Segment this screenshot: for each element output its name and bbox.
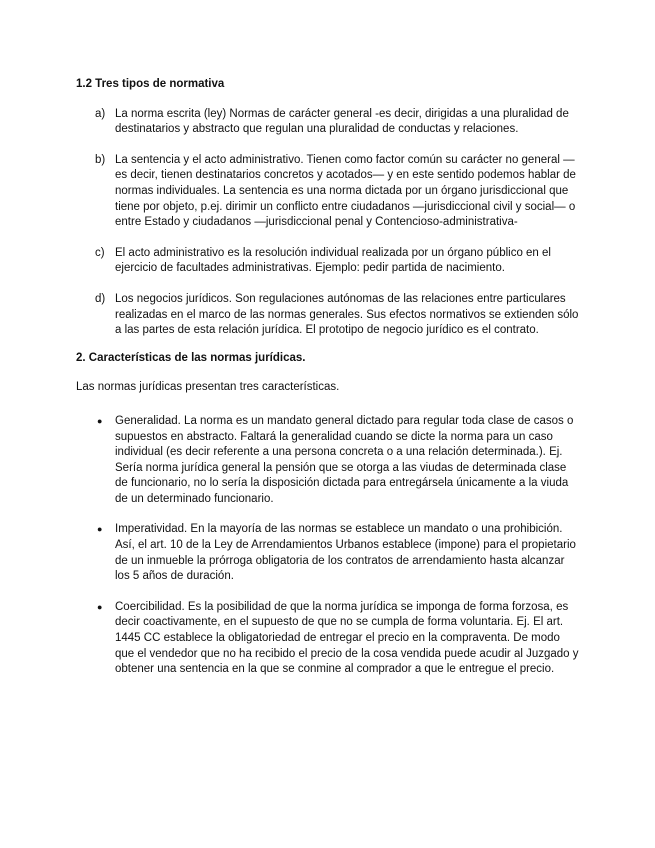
- list-marker: c): [95, 246, 105, 259]
- bullet-icon: ●: [97, 601, 103, 612]
- list-item: [76, 107, 581, 138]
- list-item: [76, 292, 581, 339]
- list-item-text: El acto administrativo es la resolución individual realizada por un órgano público en el ejercicio de facultades administrativas. Ejemplo: pedir partida de nacimiento.: [115, 246, 551, 275]
- list-item-text: Generalidad. La norma es un mandato general dictado para regular toda clase de casos o supuestos en abstracto. Faltará la generalidad cuando se dicte la norma para un caso individual (es decir referente a una persona concreta o a una relación determinada.). Ej. Sería norma jurídica general la pensión que se otorga a las viudas de determinada clase de funcionario, no lo sería la disposición dictada para entregársela únicamente a la viuda de un determinado funcionario.: [115, 414, 574, 505]
- normativa-list: [76, 107, 581, 339]
- list-item: [76, 153, 581, 231]
- list-item: [76, 246, 581, 277]
- bullet-icon: ●: [97, 524, 103, 535]
- section-2-intro: Las normas jurídicas presentan tres características.: [76, 381, 340, 394]
- list-item: [76, 414, 581, 508]
- caracteristicas-list: [76, 414, 581, 678]
- bullet-icon: ●: [97, 415, 103, 426]
- list-item-text: Coercibilidad. Es la posibilidad de que la norma jurídica se imponga de forma forzosa, es decir coactivamente, en el supuesto de que no se cumpla de forma voluntaria. Ej. El art. 1445 CC establece la obligatoriedad de entregar el precio en la compraventa. De modo que el vendedor que no ha recibido el precio de la cosa vendida puede acudir al Juzgado y obtener una sentencia en la que se conmine al comprador a que le entregue el precio.: [115, 600, 579, 676]
- section-2-title: 2. Características de las normas jurídicas.: [76, 351, 306, 364]
- list-marker: a): [95, 107, 106, 120]
- list-item-text: La sentencia y el acto administrativo. Tienen como factor común su carácter no general —es decir, tienen destinatarios concretos y acotados— y en este sentido podemos hablar de normas individuales. La sentencia es una norma dictada por un órgano jurisdiccional que tiene por objeto, p.ej. dirimir un conflicto entre ciudadanos —jurisdiccional civil y social— o entre Estado y ciudadanos —jurisdiccional penal y Contencioso-administrativa-: [115, 153, 576, 229]
- list-item-text: Imperatividad. En la mayoría de las normas se establece un mandato o una prohibición. Así, el art. 10 de la Ley de Arrendamientos Urbanos establece (impone) para el propietario de un inmueble la prórroga obligatoria de los contratos de arrendamiento hasta alcanzar los 5 años de duración.: [115, 523, 576, 583]
- section-1-title: 1.2 Tres tipos de normativa: [76, 78, 225, 90]
- list-marker: d): [95, 292, 106, 305]
- list-item-text: Los negocios jurídicos. Son regulaciones autónomas de las relaciones entre particulares realizadas en el marco de las normas generales. Sus efectos normativos se extienden sólo a las partes de esta relación jurídica. El prototipo de negocio jurídico es el contrato.: [115, 292, 579, 337]
- list-item: [76, 600, 581, 678]
- list-marker: b): [95, 153, 106, 166]
- list-item-text: La norma escrita (ley) Normas de carácter general -es decir, dirigidas a una pluralidad de destinatarios y abstracto que regulan una pluralidad de conductas y relaciones.: [115, 107, 569, 136]
- document-page: [76, 77, 581, 693]
- list-item: [76, 522, 581, 584]
